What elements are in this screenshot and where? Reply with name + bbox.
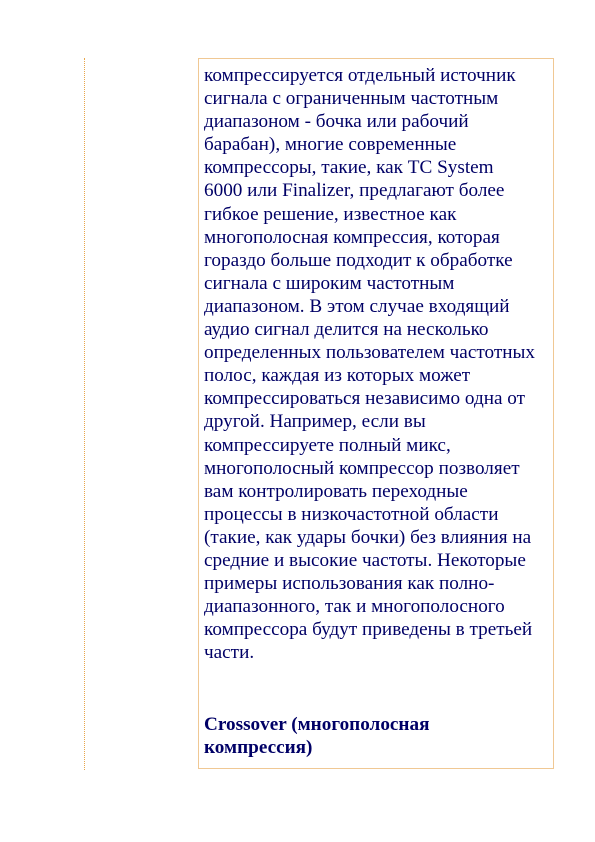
paragraph-line: полос, каждая из которых может	[204, 365, 471, 387]
paragraph-line: диапазоном. В этом случае входящий	[204, 295, 510, 317]
paragraph-line: (такие, как удары бочки) без влияния на	[204, 526, 532, 548]
left-margin-rule	[84, 58, 85, 770]
paragraph-line: части.	[204, 642, 255, 664]
paragraph-line: многополосная компрессия, которая	[204, 226, 500, 248]
heading-line: Crossover (многополосная	[204, 714, 430, 735]
paragraph-line: барабан), многие современные	[204, 134, 457, 156]
paragraph-line: другой. Например, если вы	[204, 411, 426, 433]
paragraph-line: сигнала с ограниченным частотным	[204, 88, 499, 110]
paragraph-line: гибкое решение, известное как	[204, 203, 457, 225]
paragraph-line: процессы в низкочастотной области	[204, 503, 499, 525]
heading-line: компрессия)	[204, 737, 313, 759]
paragraph-line: диапазонного, так и многополосного	[204, 596, 505, 618]
paragraph-line: аудио сигнал делится на несколько	[204, 319, 489, 341]
paragraph-line: компрессоры, такие, как TC System	[204, 157, 494, 179]
paragraph-line: средние и высокие частоты. Некоторые	[204, 549, 526, 571]
paragraph-line: определенных пользователем частотных	[204, 342, 535, 364]
section-heading	[204, 713, 552, 759]
paragraph-line: вам контролировать переходные	[204, 480, 468, 502]
paragraph-line: компрессируете полный микс,	[204, 434, 451, 456]
paragraph-line: 6000 или Finalizer, предлагают более	[204, 180, 505, 202]
paragraph-line: компрессора будут приведены в третьей	[204, 619, 533, 641]
body-paragraph	[204, 64, 552, 664]
paragraph-line: компрессироваться независимо одна от	[204, 388, 526, 410]
paragraph-line: гораздо больше подходит к обработке	[204, 249, 513, 271]
paragraph-line: примеры использования как полно-	[204, 573, 495, 595]
paragraph-line: компрессируется отдельный источник	[204, 65, 516, 86]
paragraph-line: сигнала с широким частотным	[204, 272, 455, 294]
paragraph-line: многополосный компрессор позволяет	[204, 457, 520, 479]
paragraph-line: диапазоном - бочка или рабочий	[204, 111, 469, 133]
